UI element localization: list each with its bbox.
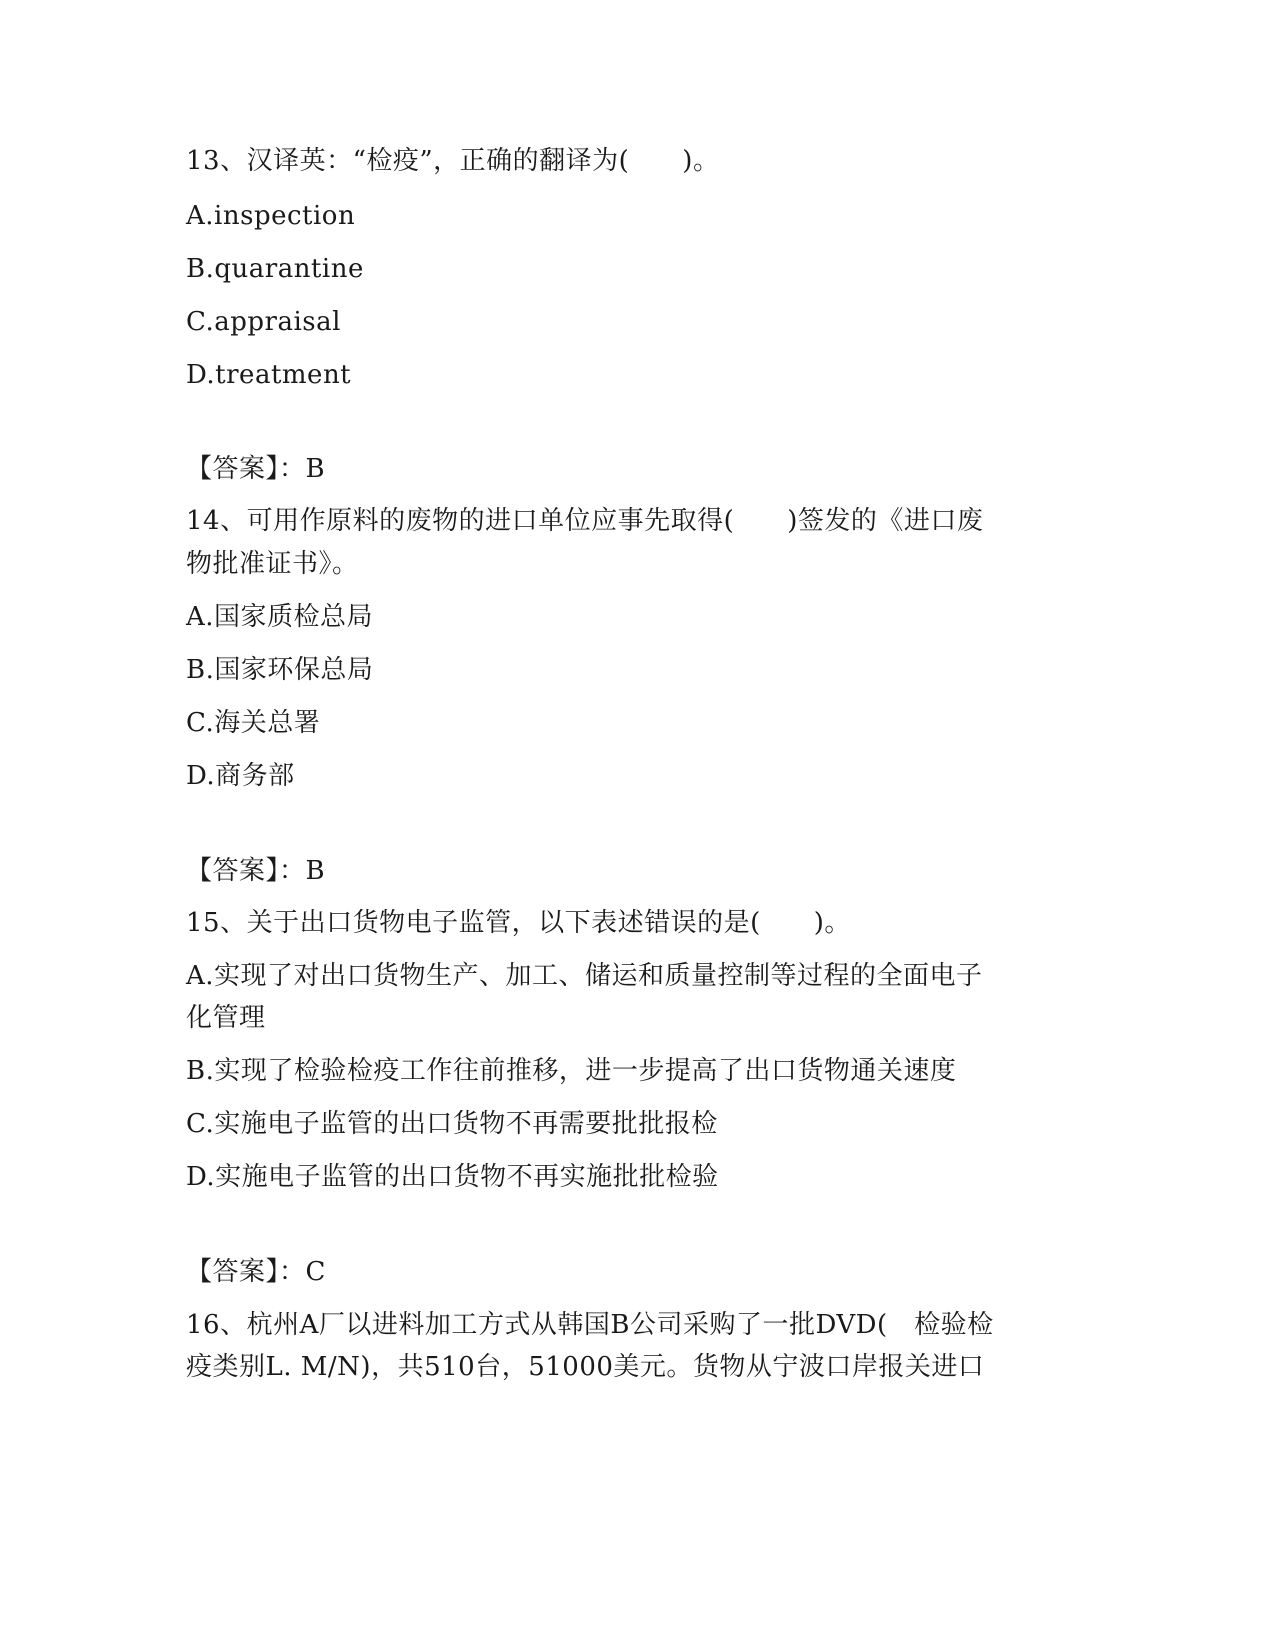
question-14-answer: 【答案】：B bbox=[186, 856, 326, 886]
question-15-option-c: C.实施电子监管的出口货物不再需要批批报检 bbox=[186, 1109, 718, 1139]
question-16-stem-line-1: 16、杭州A厂以进料加工方式从韩国B公司采购了一批DVD( 检验检 bbox=[186, 1310, 994, 1340]
question-15-option-a-line-2: 化管理 bbox=[186, 1003, 266, 1033]
question-16-stem-line-2: 疫类别L. M/N)，共510台，51000美元。货物从宁波口岸报关进口 bbox=[186, 1352, 985, 1382]
question-15-option-d: D.实施电子监管的出口货物不再实施批批检验 bbox=[186, 1162, 719, 1192]
question-13-option-a: A.inspection bbox=[186, 201, 356, 231]
question-14-option-c: C.海关总署 bbox=[186, 708, 321, 738]
question-15-option-a-line-1: A.实现了对出口货物生产、加工、储运和质量控制等过程的全面电子 bbox=[186, 961, 983, 991]
question-13-option-b: B.quarantine bbox=[186, 254, 364, 284]
question-13-option-c: C.appraisal bbox=[186, 307, 341, 337]
question-14-stem-line-2: 物批准证书》。 bbox=[186, 549, 359, 579]
question-14-option-b: B.国家环保总局 bbox=[186, 655, 374, 685]
question-13-answer: 【答案】：B bbox=[186, 454, 326, 484]
question-13-stem: 13、汉译英：“检疫”，正确的翻译为( )。 bbox=[186, 146, 720, 176]
question-15-stem: 15、关于出口货物电子监管，以下表述错误的是( )。 bbox=[186, 908, 851, 938]
question-14-stem-line-1: 14、可用作原料的废物的进口单位应事先取得( )签发的《进口废 bbox=[186, 506, 984, 536]
question-14-option-d: D.商务部 bbox=[186, 761, 295, 791]
question-13-option-d: D.treatment bbox=[186, 360, 352, 390]
question-15-answer: 【答案】：C bbox=[186, 1257, 326, 1287]
question-14-option-a: A.国家质检总局 bbox=[186, 602, 374, 632]
question-15-option-b: B.实现了检验检疫工作往前推移，进一步提高了出口货物通关速度 bbox=[186, 1056, 957, 1086]
